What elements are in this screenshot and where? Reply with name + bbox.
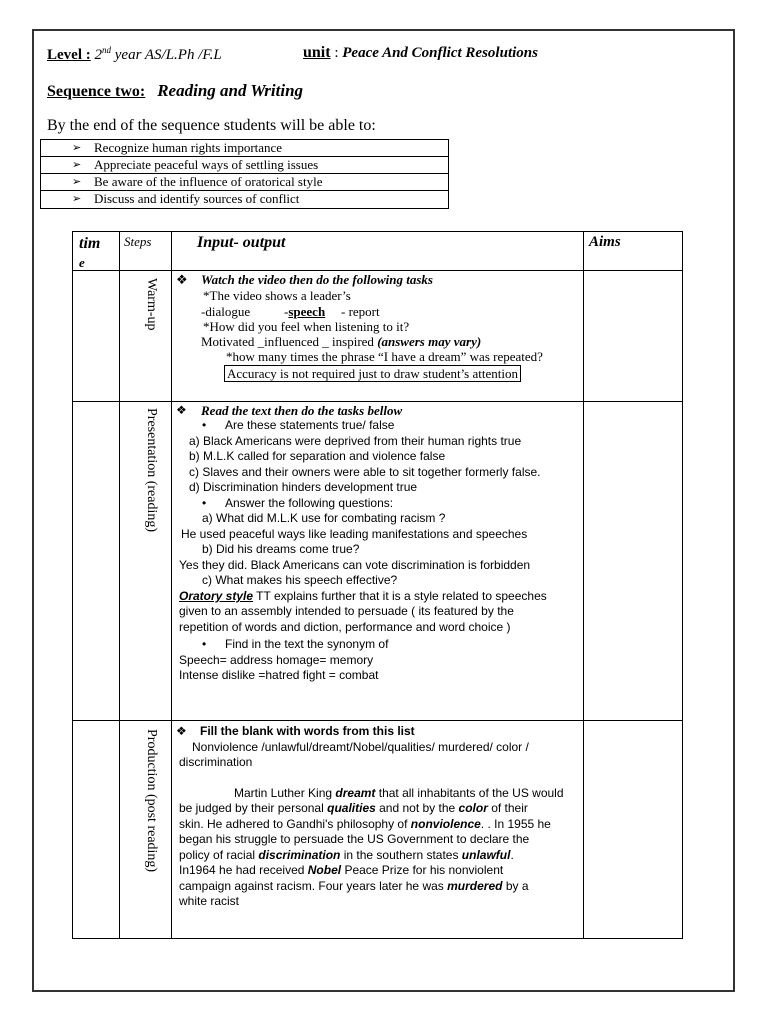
row-divider (73, 401, 682, 402)
header-aims: Aims (589, 234, 621, 250)
diamond-bullet-icon: ❖ (176, 403, 187, 417)
stage-production: Production (post reading) (144, 729, 159, 873)
sequence-label: Sequence two: (47, 83, 146, 100)
objectives-intro: By the end of the sequence students will be able to: (47, 117, 376, 134)
level-label: Level (47, 47, 82, 63)
objectives-box (40, 139, 449, 209)
unit-label: unit (303, 44, 331, 61)
col-divider (583, 232, 584, 938)
lesson-table (72, 231, 683, 939)
production-task: Fill the blank with words from this list (200, 724, 415, 738)
diamond-bullet-icon: ❖ (176, 724, 187, 738)
presentation-content: ❖ Read the text then do the tasks bellow • Are these statements true/ false a) Black Americans were deprived from their human rights true b) M.L.K called for separation and violence false c) Slaves and their owners were able to sit together formerly false. d) Discrimination hinders development true • Answer the following questions: a) What did M.L.K use for combating racism ? He used peaceful ways like leading manifestations and speeches b) Did his dreams come true? Yes they did. Black Americans can vote discrimination is forbidden c) What makes his speech effective? Oratory style TT explains further that it is a style related to speeches given to an assembly intended to persuade ( its featured by the repetition of words and diction, performance and word choice ) • Find in the text the synonym of Speech= address homage= memory Intense dislike =hatred fight = combat (176, 403, 547, 682)
dot-bullet-icon: • (202, 418, 207, 432)
level-line: Level : 2nd year AS/L.Ph /F.L (47, 45, 222, 63)
dot-bullet-icon: • (202, 637, 207, 651)
row-divider (73, 270, 682, 271)
diamond-bullet-icon: ❖ (176, 272, 188, 287)
arrow-bullet-icon: ➢ (72, 159, 82, 171)
header-time: tim e (79, 235, 101, 270)
level-value: 2nd year AS/L.Ph /F.L (94, 45, 222, 63)
answer-speech: speech (288, 304, 326, 319)
warmup-content: ❖ Watch the video then do the following tasks *The video shows a leader’s -dialogue -speech - report *How did you feel when listening to it? Motivated _influenced _ inspired (answers may vary) *how many times the phrase “I have a dream” was repeated? Accuracy is not required just to draw student’s attention (176, 272, 543, 381)
objective-item: ➢ Discuss and identify sources of conflict (72, 191, 300, 206)
arrow-bullet-icon: ➢ (72, 176, 82, 188)
presentation-task: Read the text then do the tasks bellow (201, 403, 403, 418)
col-divider (171, 232, 172, 938)
row-divider (73, 720, 682, 721)
production-content: ❖ Fill the blank with words from this list Nonviolence /unlawful/dreamt/Nobel/qualities/ murdered/ color / discrimination Martin Luther King dreamt that all inhabitants of the US would be judged by their personal qualities and not by the color of their skin. He adhered to Gandhi's philosophy of nonviolence. . In 1955 he began his struggle to persuade the US Government to declare the policy of racial discrimination in the southern states unlawful. In1964 he had received Nobel Peace Prize for his nonviolent campaign against racism. Four years later he was murdered by a white racist (176, 724, 564, 908)
header-steps: Steps (124, 234, 152, 249)
objective-item: ➢ Be aware of the influence of oratorical style (41, 174, 448, 191)
header-input-output: Input- output (197, 234, 286, 251)
unit-value: Peace And Conflict Resolutions (342, 45, 538, 61)
oratory-style-term: Oratory style (179, 589, 254, 603)
col-divider (119, 232, 120, 938)
stage-presentation: Presentation (reading) (144, 408, 159, 533)
arrow-bullet-icon: ➢ (72, 142, 82, 154)
dot-bullet-icon: • (202, 496, 207, 510)
stage-warmup: Warm-up (144, 278, 159, 331)
objective-item: ➢ Recognize human rights importance (41, 140, 448, 157)
arrow-bullet-icon: ➢ (72, 193, 82, 205)
sequence-line (47, 81, 303, 101)
sequence-value: Reading and Writing (157, 81, 304, 100)
warmup-task: Watch the video then do the following tasks (201, 272, 433, 287)
teacher-note: Accuracy is not required just to draw student’s attention (224, 365, 521, 382)
objective-item: ➢ Appreciate peaceful ways of settling issues (41, 157, 448, 174)
unit-line: unit : Peace And Conflict Resolutions (303, 44, 538, 61)
